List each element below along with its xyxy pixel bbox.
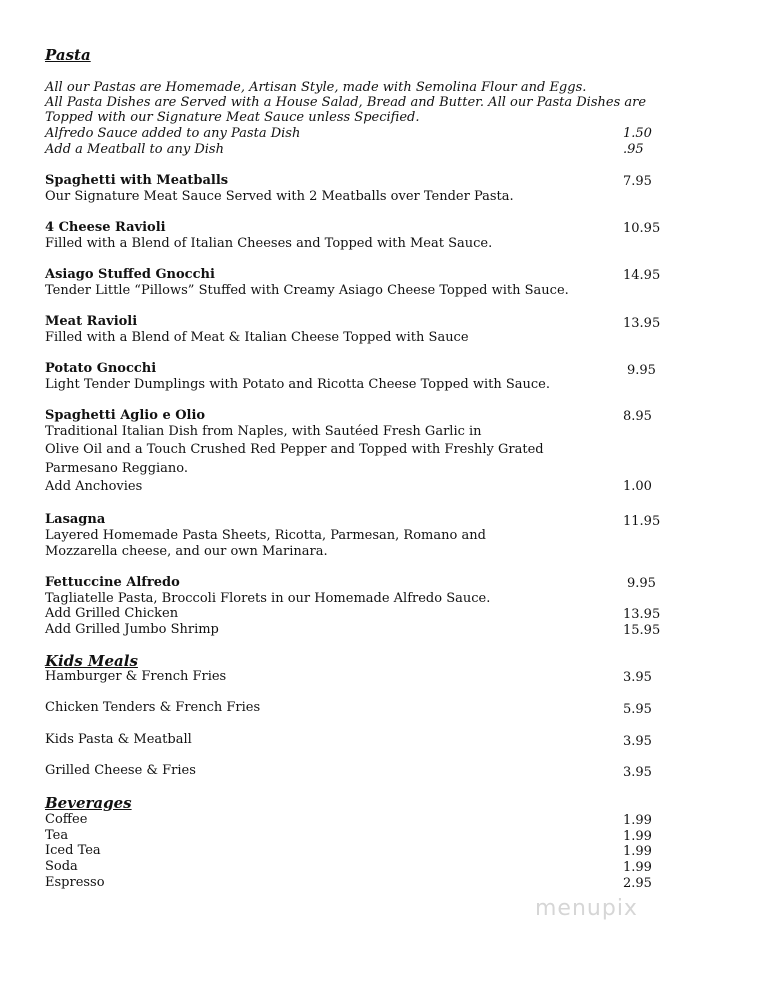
menu-item-description: Layered Homemade Pasta Sheets, Ricotta, Parmesan, Romano and	[45, 528, 486, 543]
menu-item-extra-label: Add Grilled Chicken	[45, 606, 179, 621]
menu-item-name: Meat Ravioli	[45, 314, 138, 329]
section-heading-beverages: Beverages	[45, 794, 132, 812]
menu-item-price: 1.99	[623, 829, 652, 844]
menu-item-price: 3.95	[623, 670, 652, 685]
menu-item-name: Coffee	[45, 812, 88, 827]
menu-item-description: Filled with a Blend of Italian Cheeses and Topped with Meat Sauce.	[45, 236, 493, 251]
pasta-intro-line: All Pasta Dishes are Served with a House Salad, Bread and Butter. All our Pasta Dishes are	[45, 95, 647, 110]
menu-item-price: 3.95	[623, 765, 652, 780]
menu-item-name: Kids Pasta & Meatball	[45, 732, 192, 747]
menu-item-price: 13.95	[623, 316, 661, 331]
menu-item-name: Asiago Stuffed Gnocchi	[45, 267, 215, 282]
addon-label: Alfredo Sauce added to any Pasta Dish	[45, 126, 301, 141]
menu-item-price: 9.95	[627, 576, 656, 591]
menu-item-name: Tea	[45, 828, 69, 843]
menu-item-name: 4 Cheese Ravioli	[45, 220, 166, 235]
section-heading-pasta: Pasta	[45, 46, 91, 64]
menu-item-description: Filled with a Blend of Meat & Italian Cheese Topped with Sauce	[45, 330, 469, 345]
menu-item-name: Chicken Tenders & French Fries	[45, 700, 261, 715]
menu-item-price: 9.95	[627, 363, 656, 378]
menu-item-price: 1.99	[623, 860, 652, 875]
menu-item-price: 5.95	[623, 702, 652, 717]
menu-item-extra-price: 15.95	[623, 623, 661, 638]
menu-item-price: 14.95	[623, 268, 661, 283]
menu-item-name: Soda	[45, 859, 78, 874]
addon-price: .95	[623, 142, 644, 157]
menu-item-price: 8.95	[623, 409, 652, 424]
addon-price: 1.50	[623, 126, 652, 141]
menu-item-name: Hamburger & French Fries	[45, 669, 227, 684]
menu-item-price: 1.99	[623, 813, 652, 828]
pasta-intro-line: All our Pastas are Homemade, Artisan Style, made with Semolina Flour and Eggs.	[45, 80, 587, 95]
menu-item-description: Tender Little “Pillows” Stuffed with Creamy Asiago Cheese Topped with Sauce.	[45, 283, 569, 298]
menu-item-name: Grilled Cheese & Fries	[45, 763, 196, 778]
menu-item-name: Spaghetti Aglio e Olio	[45, 408, 206, 423]
menu-item-description: Parmesano Reggiano.	[45, 461, 189, 476]
menu-item-price: 10.95	[623, 221, 661, 236]
menu-item-price: 7.95	[623, 174, 652, 189]
menu-item-name: Fettuccine Alfredo	[45, 575, 180, 590]
menu-item-extra-label: Add Grilled Jumbo Shrimp	[45, 622, 219, 637]
menu-item-description: Light Tender Dumplings with Potato and Ricotta Cheese Topped with Sauce.	[45, 377, 551, 392]
menu-item-name: Iced Tea	[45, 843, 101, 858]
menu-item-extra-price: 1.00	[623, 479, 652, 494]
menu-item-description: Olive Oil and a Touch Crushed Red Pepper and Topped with Freshly Grated	[45, 442, 544, 457]
menu-item-extra-label: Add Anchovies	[45, 479, 143, 494]
menu-item-name: Espresso	[45, 875, 105, 890]
menu-item-price: 11.95	[623, 514, 661, 529]
menu-item-name: Spaghetti with Meatballs	[45, 173, 229, 188]
section-heading-kids-meals: Kids Meals	[45, 652, 138, 670]
menu-item-description: Mozzarella cheese, and our own Marinara.	[45, 544, 328, 559]
menu-item-name: Potato Gnocchi	[45, 361, 157, 376]
menu-item-description: Traditional Italian Dish from Naples, with Sautéed Fresh Garlic in	[45, 424, 482, 439]
menu-item-description: Tagliatelle Pasta, Broccoli Florets in our Homemade Alfredo Sauce.	[45, 591, 491, 606]
addon-label: Add a Meatball to any Dish	[45, 142, 224, 157]
menu-item-price: 1.99	[623, 844, 652, 859]
menu-item-name: Lasagna	[45, 512, 106, 527]
menu-item-extra-price: 13.95	[623, 607, 661, 622]
watermark-logo: menupix	[535, 896, 638, 921]
menu-item-description: Our Signature Meat Sauce Served with 2 Meatballs over Tender Pasta.	[45, 189, 514, 204]
pasta-intro-line: Topped with our Signature Meat Sauce unless Specified.	[45, 110, 420, 125]
menu-item-price: 2.95	[623, 876, 652, 891]
menu-item-price: 3.95	[623, 734, 652, 749]
